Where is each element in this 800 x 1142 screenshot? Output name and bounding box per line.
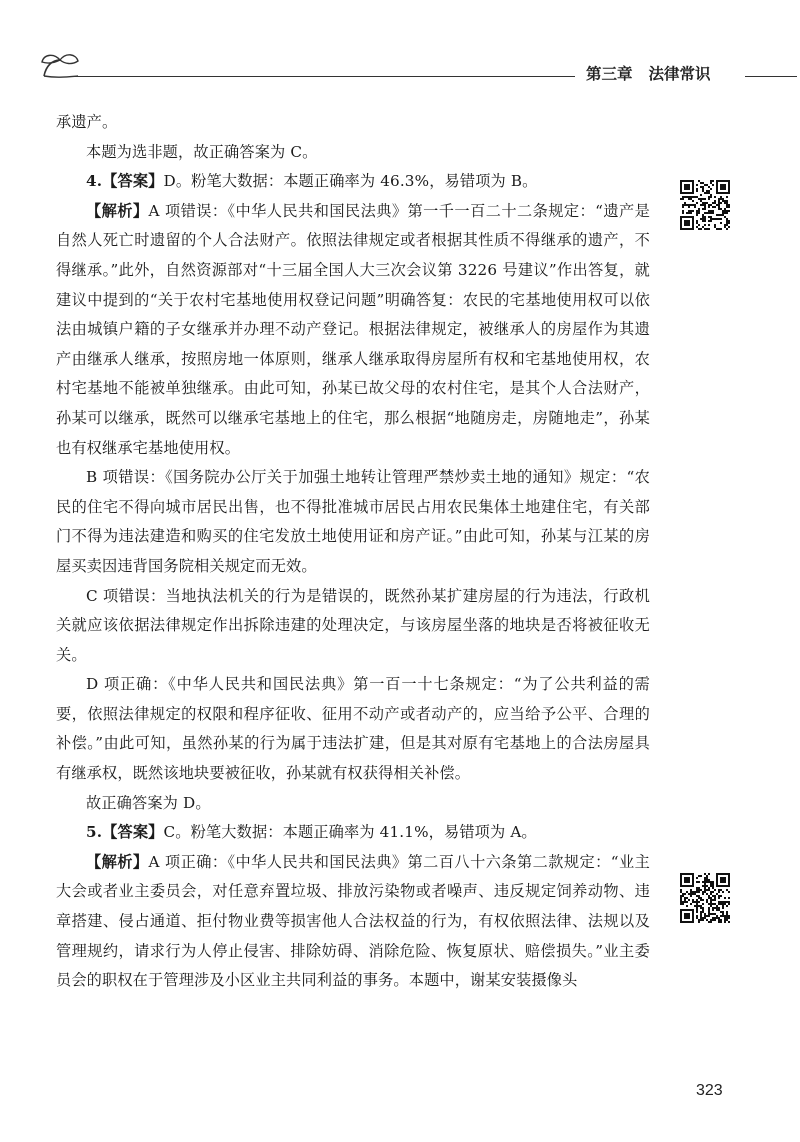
chapter-number: 第三章 bbox=[586, 65, 633, 83]
answer-5: 5.【答案】C。粉笔大数据：本题正确率为 41.1%，易错项为 A。 bbox=[86, 823, 537, 842]
analysis-4-a: 【解析】A 项错误：《中华人民共和国民法典》第一千一百二十二条规定：“遗产是自然人死亡时遗留的个人合法财产。依照法律规定或者根据其性质不得继承的遗产，不得继承。”此外，自然资源部对“十三届全国人大三次会议第 3226 号建议”作出答复，就建议中提到的“关于农村宅基地使用权登记问题”明确答复：农民的宅基地使用权可以依法由城镇户籍的子女继承并办理不动产登记。根据法律规定，被继承人的房屋作为其遗产由继承人继承，按照房地一体原则，继承人继承取得房屋所有权和宅基地使用权，农村宅基地不能被单独继承。由此可知，孙某已故父母的农村住宅，是其个人合法财产，孙某可以继承，既然可以继承宅基地上的住宅，那么根据“地随房走，房随地走”，孙某也有权继承宅基地使用权。 bbox=[56, 201, 650, 457]
analysis-4-c: C 项错误：当地执法机关的行为是错误的，既然孙某扩建房屋的行为违法，行政机关就应该依据法律规定作出拆除违建的处理决定，与该房屋坐落的地块是否将被征收无关。 bbox=[56, 586, 650, 664]
qr-code-icon[interactable] bbox=[680, 873, 730, 923]
qr-code-icon[interactable] bbox=[680, 180, 730, 230]
chapter-heading bbox=[586, 62, 711, 84]
header-rule-right bbox=[745, 76, 797, 77]
analysis-5-a: 【解析】A 项正确：《中华人民共和国民法典》第二百八十六条第二款规定：“业主大会或者业主委员会，对任意弃置垃圾、排放污染物或者噪声、违反规定饲养动物、违章搭建、侵占通道、拒付物业费等损害他人合法权益的行为，有权依照法律、法规以及管理规约，请求行为人停止侵害、排除妨碍、消除危险、恢复原状、赔偿损失。”业主委员会的职权在于管理涉及小区业主共同利益的事务。本题中，谢某安装摄像头 bbox=[56, 852, 650, 990]
paragraph: 承遗产。 bbox=[56, 113, 118, 131]
header-rule-left bbox=[70, 76, 575, 77]
chapter-title: 法律常识 bbox=[648, 65, 711, 83]
paragraph: 本题为选非题，故正确答案为 C。 bbox=[86, 142, 318, 161]
analysis-4-b: B 项错误：《国务院办公厅关于加强土地转让管理严禁炒卖土地的通知》规定：“农民的住宅不得向城市居民出售，也不得批准城市居民占用农民集体土地建住宅，有关部门不得为违法建造和购买的住宅发放土地使用证和房产证。”由此可知，孙某与江某的房屋买卖因违背国务院相关规定而无效。 bbox=[56, 468, 650, 575]
answer-4: 4.【答案】D。粉笔大数据：本题正确率为 46.3%，易错项为 B。 bbox=[86, 172, 538, 191]
analysis-4-d: D 项正确：《中华人民共和国民法典》第一百一十七条规定：“为了公共利益的需要，依照法律规定的权限和程序征收、征用不动产或者动产的，应当给予公平、合理的补偿。”由此可知，虽然孙某的行为属于违法扩建，但是其对原有宅基地上的合法房屋具有继承权，既然该地块要被征收，孙某就有权获得相关补偿。 bbox=[56, 675, 650, 783]
page-number: 323 bbox=[696, 1082, 723, 1099]
body-text bbox=[56, 108, 650, 996]
page-header bbox=[0, 46, 800, 86]
conclusion-4: 故正确答案为 D。 bbox=[86, 793, 211, 812]
